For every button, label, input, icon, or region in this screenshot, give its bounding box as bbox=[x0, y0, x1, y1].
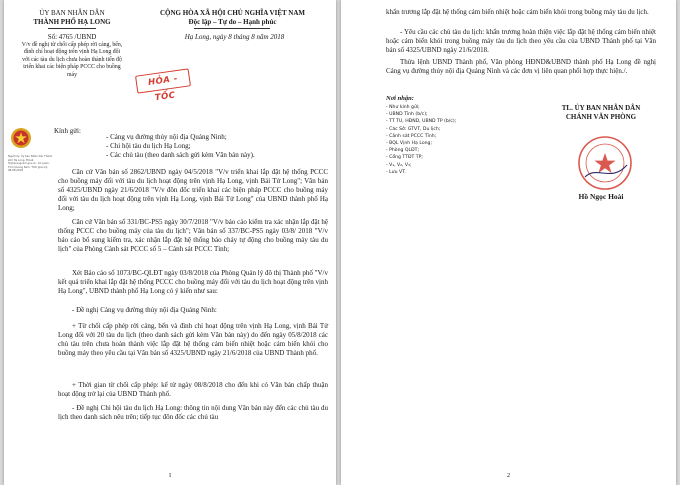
p2-recipient-8: - Cổng TTĐT TP; bbox=[386, 155, 423, 161]
paragraph-6: + Thời gian từ chối cấp phép: kể từ ngày 08/8/2018 cho đến khi có Văn bản chấp thuận hoạt động trở lại của UBND Thành phố. bbox=[58, 381, 328, 398]
national-motto-line1: CỘNG HÒA XÃ HỘI CHỦ NGHĨA VIỆT NAM bbox=[159, 9, 305, 17]
p2-recipient-10: - Lưu VT. bbox=[386, 169, 406, 175]
document-number: Số: 4765 /UBND bbox=[47, 33, 97, 41]
p2-recipient-7: - Phòng QLĐT; bbox=[386, 148, 419, 154]
paragraph-3: Xét Báo cáo số 1073/BC-QLĐT ngày 03/8/2018 của Phòng Quản lý đô thị Thành phố "V/v kết quả triển khai lắp đặt hệ thống PCCC cho buồng máy đối với tàu du lịch hoạt động trên vịnh Hạ Long", UBND thành phố Hạ Long có ý kiến như sau: bbox=[58, 269, 328, 295]
p2-recipient-5: - Cảnh sát PCCC Tỉnh; bbox=[386, 133, 437, 139]
p2-recipient-9: - V₁, V₂, V₃; bbox=[386, 162, 412, 168]
document-page-2 bbox=[341, 0, 676, 485]
place-date: Hạ Long, ngày 8 tháng 8 năm 2018 bbox=[184, 33, 285, 41]
p2-recipient-1: - Như kính gửi; bbox=[386, 105, 420, 110]
recipients-label: Kính gửi: bbox=[54, 127, 81, 135]
paragraph-7: - Đề nghị Chi hội tàu du lịch Hạ Long: thông tin nội dung Văn bản này đến các chủ tàu du lịch theo danh sách nêu trên; tiếp tục đôn đốc các chủ tàu bbox=[58, 404, 328, 421]
issuer-name-line2: THÀNH PHỐ HẠ LONG bbox=[33, 18, 111, 26]
document-page-1 bbox=[4, 0, 336, 485]
p2-recipient-2: - UBND Tỉnh (b/c); bbox=[386, 112, 428, 118]
recipient-1: - Cảng vụ đường thủy nội địa Quảng Ninh; bbox=[106, 133, 227, 141]
official-seal-icon bbox=[577, 135, 633, 191]
p2-paragraph-3: Thừa lệnh UBND Thành phố, Văn phòng HĐND&UBND thành phố Hạ Long đề nghị Cảng vụ đường thủy nội địa Quảng Ninh và các đơn vị liên quan phối hợp thực hiện./. bbox=[386, 58, 656, 75]
p2-paragraph-1: khẩn trương lắp đặt hệ thống cảm biến nhiệt hoặc cảm biến khói trong buồng máy tàu du lịch. bbox=[386, 8, 649, 16]
paragraph-2: Căn cứ Văn bản số 331/BC-PS5 ngày 30/7/2018 "V/v báo cáo kiểm tra xác nhận lắp đặt hệ thống PCCC cho buồng máy của tàu du lịch"; Văn bản số 337/BC-PS5 ngày 03/8/ 2018 "V/v báo cáo bổ sung kiểm tra, xác nhận lắp đặt hệ thống báo cháy tự động cho buồng máy tàu du lịch" của Phòng Cảnh sát PCCC số 5 – Cảnh sát PCCC Tỉnh; bbox=[58, 218, 328, 253]
motto-underline bbox=[194, 28, 270, 29]
p2-recipient-4: - Các Sở: GTVT, Du lịch; bbox=[386, 126, 441, 132]
paragraph-1: Căn cứ Văn bản số 2862/UBND ngày 04/5/2018 "V/v triển khai lắp đặt hệ thống PCCC cho buồng máy đối với tàu du lịch hoạt động trên vịnh Hạ Long, vịnh Bái Tử Long"; Văn bản số 4325/UBND ngày 21/6/2018 "V/v đôn đốc triển khai các biện pháp PCCC cho buồng máy đối với tàu du lịch hoạt động trên vịnh Hạ Long, vịnh Bái Tử Long" của UBND thành phố Hạ Long; bbox=[58, 168, 328, 212]
p2-paragraph-2: - Yêu cầu các chủ tàu du lịch: khẩn trương hoàn thiện việc lắp đặt hệ thống cảm biến nhiệt hoặc cảm biến khói trong buồng máy tàu du lịch theo yêu cầu của UBND Thành phố tại Văn bản số 4325/UBND ngày 21/6/2018. bbox=[386, 28, 656, 54]
recipient-2: - Chi hội tàu du lịch Hạ Long; bbox=[106, 142, 191, 150]
national-motto-line2: Độc lập – Tự do – Hạnh phúc bbox=[188, 18, 277, 26]
page-number-2: 2 bbox=[506, 472, 511, 479]
signer-title-line2: CHÁNH VĂN PHÒNG bbox=[565, 113, 637, 121]
state-emblem-icon bbox=[10, 127, 32, 149]
p2-recipient-6: - BQL Vịnh Hạ Long; bbox=[386, 141, 433, 147]
paragraph-5: + Từ chối cấp phép rời cảng, bến và đình chỉ hoạt động trên vịnh Hạ Long, vịnh Bái Tử Long đối với 20 tàu du lịch (theo danh sách gửi kèm Văn bản này) do đến ngày 05/8/2018 các chủ tàu trên chưa hoàn thành việc lắp đặt hệ thống cảm biến nhiệt hoặc cảm biến khói cho buồng máy theo yêu cầu tại Văn bản số 4325/UBND ngày 21/6/2018 của UBND Thành phố. bbox=[58, 322, 328, 357]
urgent-stamp: HỎA - TỐC bbox=[135, 68, 191, 93]
p2-recipients-list bbox=[386, 104, 516, 176]
paragraph-4: - Đề nghị Cảng vụ đường thủy nội địa Quảng Ninh: bbox=[72, 306, 217, 314]
page-number-1: 1 bbox=[168, 472, 172, 479]
signer-name: Hồ Ngọc Hoài bbox=[578, 192, 624, 201]
document-subject: V/v đề nghị từ chối cấp phép rời cảng, bến, đình chỉ hoạt động trên vịnh Hạ Long đối với các tàu du lịch chưa hoàn thành tiến độ triển khai các biện pháp PCCC cho buồng máy bbox=[21, 42, 123, 78]
signer-title-line1: TL. ỦY BAN NHÂN DÂN bbox=[561, 104, 641, 112]
p2-recipients-label: Nơi nhận: bbox=[386, 95, 414, 102]
p2-recipient-3: - TT TU, HĐND, UBND TP (b/c); bbox=[386, 119, 457, 125]
issuer-name-line1: ỦY BAN NHÂN DÂN bbox=[39, 9, 105, 17]
issuer-underline bbox=[48, 28, 96, 29]
digital-signature-note: Người ký: Ủy ban Nhân dân Thành phố Hạ Long. Email: hl@quangninh.gov.vn. Cơ quan: Tỉnh Quảng Ninh. Thời gian ký: 08.08.2018 bbox=[8, 155, 53, 173]
recipient-3: - Các chủ tàu (theo danh sách gửi kèm Văn bản này). bbox=[106, 151, 255, 159]
